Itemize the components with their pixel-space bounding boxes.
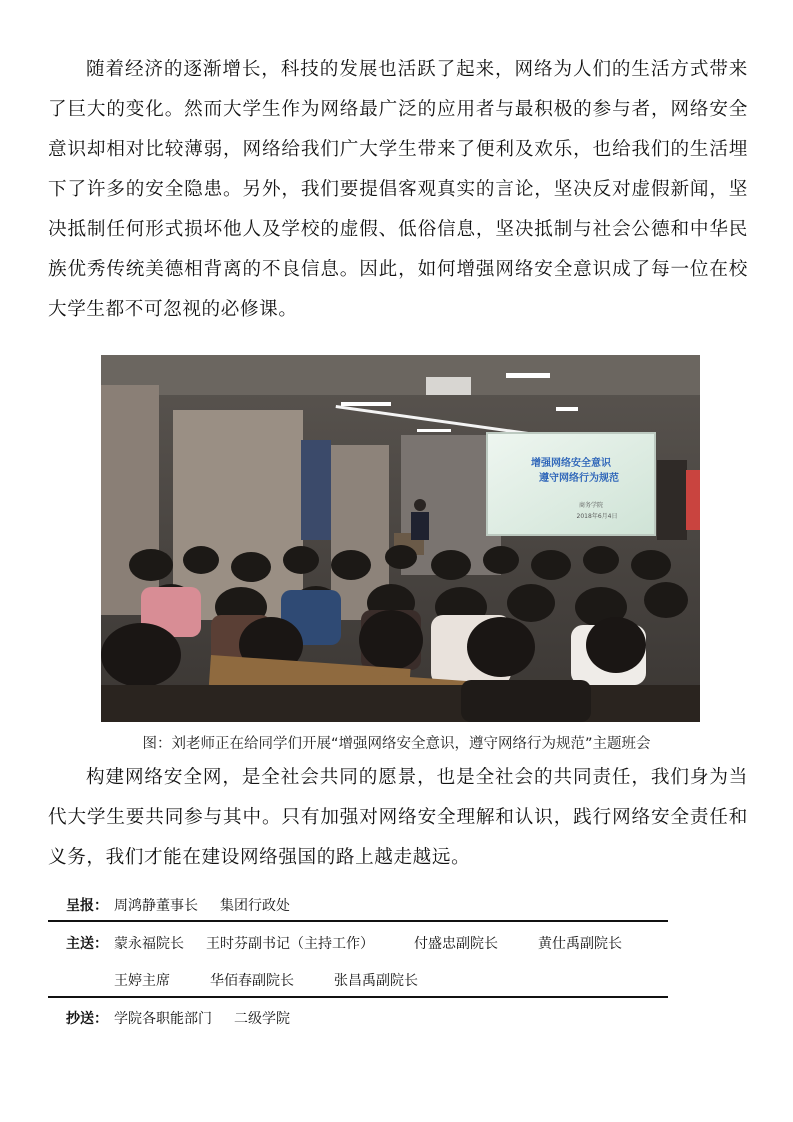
cc-recipient: 二级学院 [234, 1011, 290, 1027]
screen-date: 2018年6月4日 [576, 513, 618, 520]
main-recipients-line [66, 933, 644, 953]
main-recipient: 王婷主席 [114, 973, 170, 989]
screen-org: 商务学院 [578, 502, 604, 509]
intro-paragraph: 随着经济的逐渐增长，科技的发展也活跃了起来，网络为人们的生活方式带来了巨大的变化。然而大学生作为网络最广泛的应用者与最积极的参与者，网络安全意识却相对比较薄弱，网络给我们广大学生带来了便利及欢乐，也给我们的生活埋下了许多的安全隐患。另外，我们要提倡客观真实的言论，坚决反对虚假新闻，坚决抵制任何形式损坏他人及学校的虚假、低俗信息，坚决抵制与社会公德和中华民族优秀传统美德相背离的不良信息。因此，如何增强网络安全意识成了每一位在校大学生都不可忽视的必修课。 [48, 59, 748, 320]
screen-title-2: 遵守网络行为规范 [539, 473, 619, 484]
main-recipient: 付盛忠副院长 [414, 936, 498, 952]
main-recipient: 王时芬副书记（主持工作） [206, 936, 374, 952]
report-line [66, 895, 312, 915]
report-name: 周鸿静董事长 [114, 898, 198, 914]
closing-paragraph: 构建网络安全网，是全社会共同的愿景，也是全社会的共同责任，我们身为当代大学生要共同参与其中。只有加强对网络安全理解和认识，践行网络安全责任和义务，我们才能在建设网络强国的路上越走越远。 [48, 767, 748, 868]
cc-line [66, 1008, 312, 1028]
main-recipients-line-2 [114, 970, 440, 990]
divider-line [48, 920, 668, 922]
divider-line [48, 996, 668, 998]
cc-recipient: 学院各职能部门 [114, 1011, 212, 1027]
main-recipient: 蒙永福院长 [114, 936, 184, 952]
classroom-photo [101, 355, 700, 722]
classroom-photo-image [101, 355, 700, 722]
cc-label: 抄送： [66, 1011, 108, 1027]
report-name: 集团行政处 [220, 898, 290, 914]
report-label: 呈报： [66, 898, 108, 914]
main-label: 主送： [66, 936, 108, 952]
photo-caption: 图：刘老师正在给同学们开展“增强网络安全意识，遵守网络行为规范”主题班会 [142, 736, 651, 752]
screen-title-1: 增强网络安全意识 [531, 458, 611, 469]
main-recipient: 黄仕禹副院长 [538, 936, 622, 952]
main-recipient: 张昌禹副院长 [334, 973, 418, 989]
main-recipient: 华佰春副院长 [210, 973, 294, 989]
